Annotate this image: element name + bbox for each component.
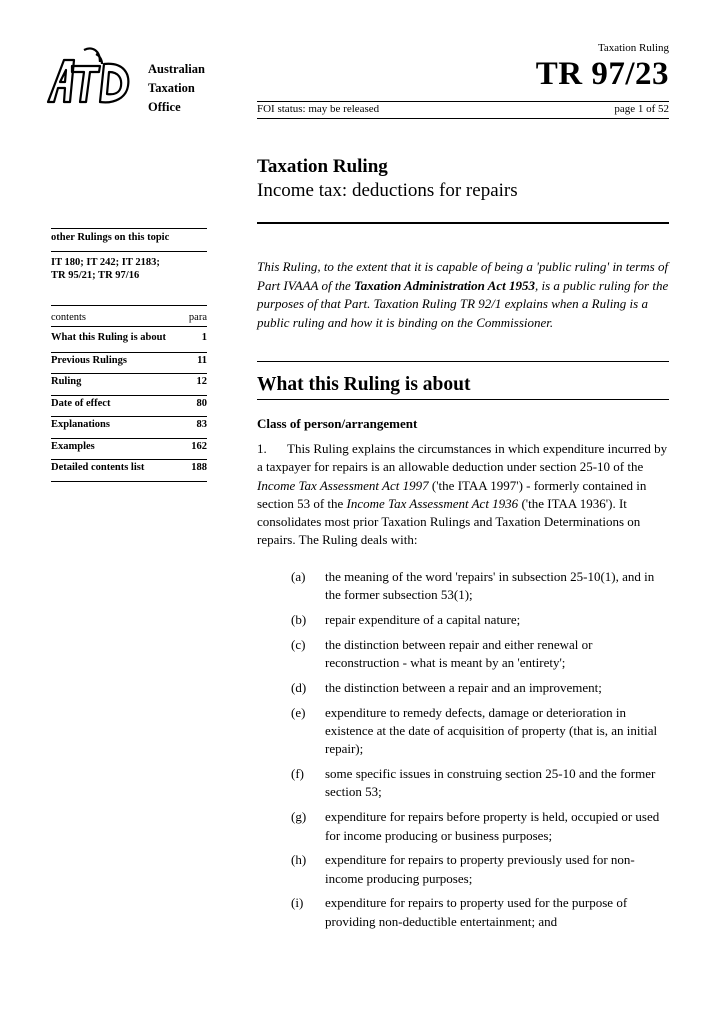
list-item (257, 765, 669, 802)
list-item-text: the meaning of the word 'repairs' in subsection 25-10(1), and in the former subsection 53(1); (325, 569, 655, 603)
list-item-text: expenditure for repairs to property used for the purpose of providing non-deductible entertainment; and (325, 895, 628, 929)
list-item-text: expenditure for repairs before property is held, occupied or used for income producing or business purposes; (325, 809, 660, 843)
agency-line-3: Office (148, 100, 181, 114)
header-divider (257, 101, 669, 102)
sidebar-divider (51, 326, 207, 327)
list-item-label: (c) (291, 636, 306, 652)
list-item-text: the distinction between repair and either renewal or reconstruction - what is meant by an 'entirety'; (325, 636, 593, 671)
agency-line-2: Taxation (148, 81, 195, 95)
list-item (257, 851, 669, 888)
page-info: page 1 of 52 (614, 103, 669, 115)
notice-divider (257, 361, 669, 362)
ato-logo (44, 44, 136, 106)
document-subtitle: Income tax: deductions for repairs (257, 180, 518, 201)
toc-entry-label: Explanations (51, 419, 110, 430)
list-item (257, 679, 669, 697)
list-item (257, 636, 669, 673)
sidebar-divider (51, 305, 207, 306)
list-item (257, 704, 669, 759)
toc-entry-label: Detailed contents list (51, 462, 145, 473)
list-item-label: (d) (291, 679, 307, 695)
list-item-label: (b) (291, 612, 307, 628)
list-item (257, 894, 669, 931)
list-item-label: (e) (291, 704, 306, 720)
sidebar-divider (51, 228, 207, 229)
paragraph-number: 1. (257, 441, 267, 456)
list-item-label: (h) (291, 852, 307, 868)
foi-status: FOI status: may be released (257, 103, 380, 115)
toc-entry[interactable] (51, 416, 207, 438)
subsection-heading: Class of person/arrangement (257, 416, 418, 431)
toc-entry-label: Previous Rulings (51, 354, 127, 366)
paragraph-text: ('the ITAA 1936'). It consolidates most prior Taxation Rulings and Taxation Determinations on repairs. The Ruling deals with: (257, 495, 641, 548)
toc-entry-label: Date of effect (51, 397, 111, 409)
ruling-number: TR 97/23 (535, 56, 669, 92)
ruling-series: Taxation Ruling (597, 42, 669, 54)
list-item-text: expenditure to remedy defects, damage or deterioration in existence at the date of acquisition of property (that is, an initial repair); (325, 704, 658, 757)
para-label: para (188, 312, 207, 323)
sidebar-divider (51, 481, 207, 482)
related-rulings-line-1: IT 180; IT 242; IT 2183; (51, 257, 160, 268)
document-title: Taxation Ruling (257, 156, 388, 177)
toc-entry-para: 1 (201, 332, 207, 343)
list-item-label: (g) (291, 809, 307, 825)
list-item-text: some specific issues in construing section 25-10 and the former section 53; (325, 766, 656, 800)
list-item-text: the distinction between a repair and an improvement; (325, 679, 602, 695)
toc-entry[interactable] (51, 459, 207, 481)
related-rulings-heading: other Rulings on this topic (51, 232, 170, 243)
toc-entry-label: What this Ruling is about (51, 332, 166, 343)
list-item-text: expenditure for repairs to property previously used for non-income producing purposes; (325, 852, 635, 886)
toc-entry[interactable] (51, 373, 207, 395)
list-item-text: repair expenditure of a capital nature; (325, 612, 521, 628)
foi-divider (257, 118, 669, 119)
list-item (257, 808, 669, 845)
section-heading: What this Ruling is about (257, 374, 471, 395)
contents-label: contents (51, 312, 86, 323)
section-divider (257, 399, 669, 400)
list-item-label: (f) (291, 766, 304, 782)
toc-entry-para: 83 (196, 419, 207, 430)
contents-header (51, 312, 207, 323)
notice-text-1: This Ruling, to the extent that it is capable of being a 'public ruling' in terms of Part IVAAA of the (257, 259, 669, 293)
toc-entry[interactable] (51, 352, 207, 374)
sidebar-divider (51, 251, 207, 252)
toc-entry-label: Examples (51, 440, 95, 452)
list-item (257, 568, 669, 605)
agency-line-1: Australian (148, 62, 205, 76)
toc-entry-para: 80 (196, 397, 207, 409)
foi-bar (257, 103, 669, 115)
toc-entry[interactable] (51, 438, 207, 460)
title-divider (257, 222, 669, 224)
list-item (257, 611, 669, 629)
agency-name (148, 60, 205, 117)
toc-entry-label: Ruling (51, 376, 82, 387)
related-rulings (51, 256, 207, 282)
scope-list (257, 568, 669, 938)
paragraph-text: This Ruling explains the circumstances in which expenditure incurred by a taxpayer for repairs is an allowable deduction under section 25-10 of the (257, 441, 668, 475)
contents-list (51, 330, 207, 481)
act-1936-title: Income Tax Assessment Act 1936 (346, 495, 519, 511)
toc-entry-para: 11 (197, 354, 207, 366)
toc-entry[interactable] (51, 330, 207, 352)
paragraph-text: ('the ITAA 1997') - formerly contained in section 53 of the (257, 477, 647, 511)
act-1997-title: Income Tax Assessment Act 1997 (257, 477, 429, 493)
toc-entry-para: 162 (191, 440, 207, 452)
toc-entry-para: 12 (196, 376, 207, 387)
paragraph-1 (257, 440, 669, 550)
list-item-label: (i) (291, 895, 304, 911)
notice-text-2: , is a public ruling for the purposes of that Part. Taxation Ruling TR 92/1 explains when a Ruling is a public ruling and how it is binding on the Commissioner. (257, 277, 669, 330)
notice-act-name: Taxation Administration Act 1953 (354, 277, 535, 293)
toc-entry[interactable] (51, 395, 207, 417)
list-item-label: (a) (291, 569, 306, 584)
public-ruling-notice (257, 258, 669, 332)
toc-entry-para: 188 (191, 462, 207, 473)
related-rulings-line-2: TR 95/21; TR 97/16 (51, 270, 140, 281)
